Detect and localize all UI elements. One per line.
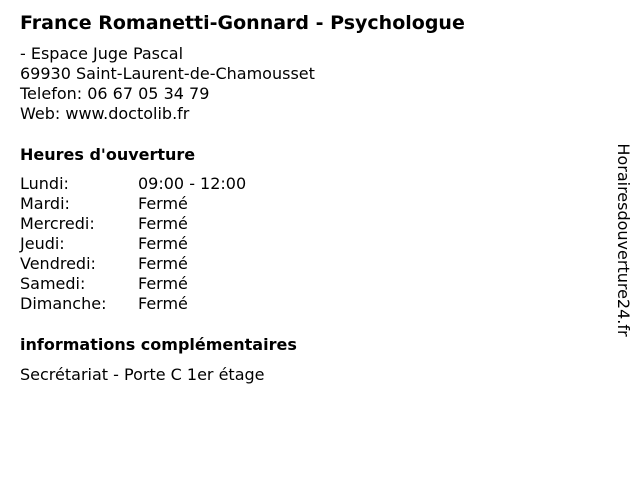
day-label: Mercredi:	[20, 214, 95, 233]
hours-value: Fermé	[138, 214, 188, 233]
hours-value: Fermé	[138, 254, 188, 273]
hours-value: Fermé	[138, 274, 188, 293]
day-label: Vendredi:	[20, 254, 96, 273]
hours-value: Fermé	[138, 194, 188, 213]
hours-row-thursday	[20, 234, 246, 254]
additional-info-text: Secrétariat - Porte C 1er étage	[20, 365, 265, 384]
hours-value: 09:00 - 12:00	[138, 174, 247, 193]
hours-row-tuesday	[20, 194, 246, 214]
opening-hours-table	[20, 174, 246, 314]
day-label: Jeudi:	[20, 234, 65, 253]
address-line-city: 69930 Saint-Laurent-de-Chamousset	[20, 64, 315, 83]
hours-row-saturday	[20, 274, 246, 294]
day-label: Dimanche:	[20, 294, 107, 313]
address-block	[20, 44, 315, 124]
day-label: Lundi:	[20, 174, 69, 193]
hours-row-sunday	[20, 294, 246, 314]
opening-hours-heading: Heures d'ouverture	[20, 145, 196, 164]
additional-info-heading: informations complémentaires	[20, 335, 297, 354]
hours-row-monday	[20, 174, 246, 194]
page-title: France Romanetti-Gonnard - Psychologue	[20, 12, 465, 34]
hours-row-friday	[20, 254, 246, 274]
day-label: Mardi:	[20, 194, 70, 213]
day-label: Samedi:	[20, 274, 86, 293]
address-line-street: - Espace Juge Pascal	[20, 44, 184, 63]
hours-row-wednesday	[20, 214, 246, 234]
hours-value: Fermé	[138, 234, 188, 253]
phone-number: Telefon: 06 67 05 34 79	[20, 84, 210, 103]
website: Web: www.doctolib.fr	[20, 104, 190, 123]
site-watermark: Horairesdouverture24.fr	[614, 143, 633, 337]
hours-value: Fermé	[138, 294, 188, 313]
